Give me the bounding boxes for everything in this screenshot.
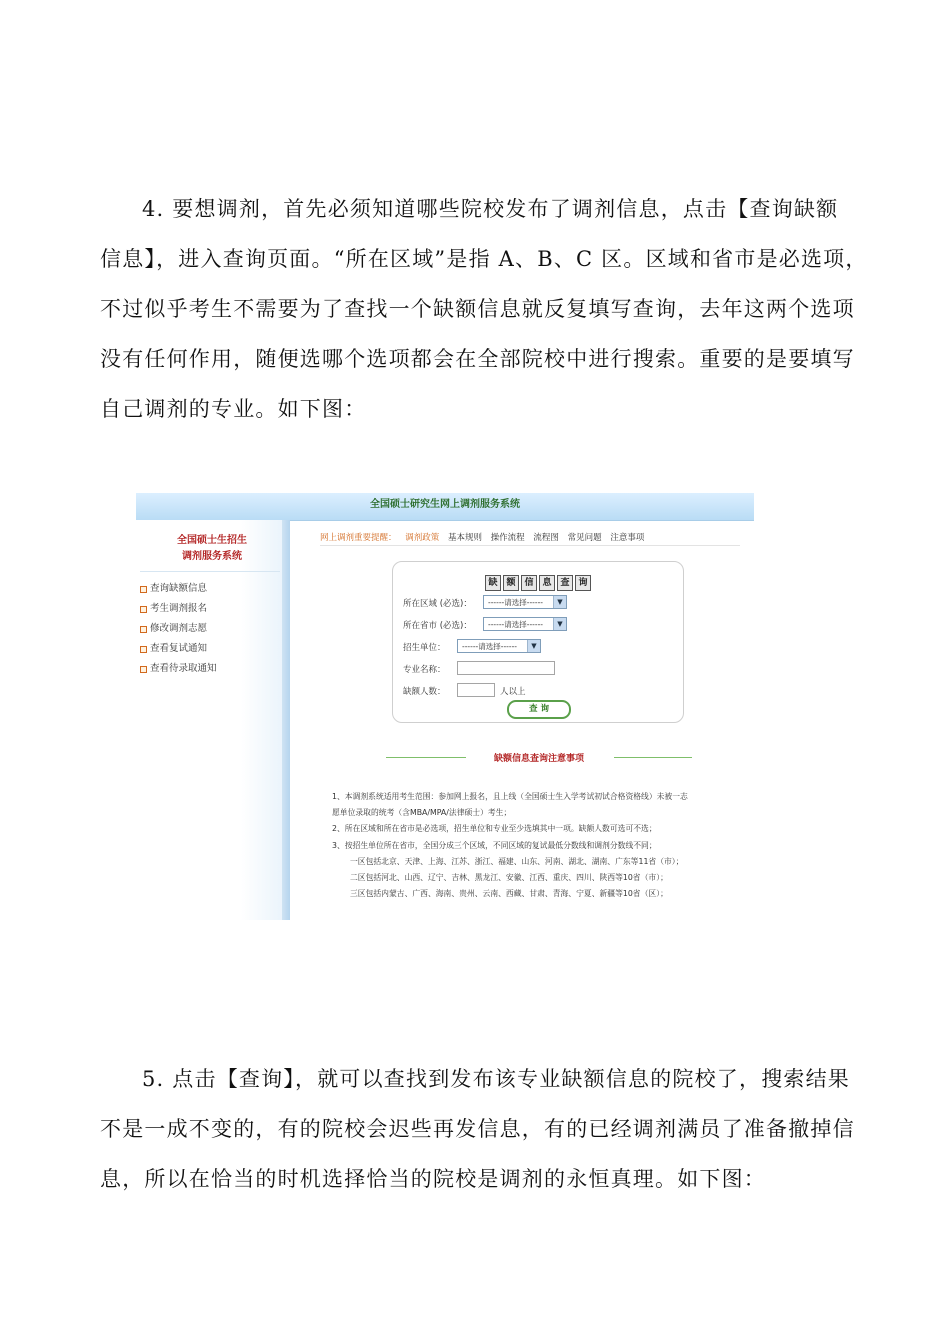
menu-item-apply[interactable]: 考生调剂报名 — [138, 599, 217, 619]
notice-item: 3、按招生单位所在省市，全国分成三个区域，不同区域的复试最低分数线和调剂分数线不同； — [332, 840, 657, 850]
province-label: 所在省市 (必选)： — [403, 621, 472, 631]
unit-label: 招生单位： — [403, 643, 446, 653]
notice-item: 愿单位录取的统考（含MBA/MPA/法律硕士）考生； — [332, 808, 512, 818]
nav-link-policy[interactable]: 调剂政策 — [405, 533, 440, 543]
title-char: 询 — [575, 575, 591, 591]
paragraph-line: 没有任何作用，随便选哪个选项都会在全部院校中进行搜索。重要的是要填写 — [100, 347, 855, 371]
query-form-title — [393, 570, 683, 591]
notice-subitem: 二区包括河北、山西、辽宁、吉林、黑龙江、安徽、江西、重庆、四川、陕西等10省（市）； — [350, 873, 668, 883]
paragraph-step-4 — [100, 184, 868, 434]
menu-item-retest-notice[interactable]: 查看复试通知 — [138, 639, 217, 659]
select-value: ------请选择------ — [488, 620, 543, 629]
notice-title: 缺额信息查询注意事项 — [493, 754, 584, 764]
chevron-down-icon: ▼ — [553, 596, 566, 608]
chevron-down-icon: ▼ — [553, 618, 566, 630]
nav-link-notes[interactable]: 注意事项 — [610, 533, 645, 543]
paragraph-line: 信息】，进入查询页面。“所在区域”是指 A、B、C 区。区域和省市是必选项， — [100, 247, 868, 271]
title-char: 额 — [503, 575, 519, 591]
paragraph-line: 4. 要想调剂，首先必须知道哪些院校发布了调剂信息，点击【查询缺额 — [142, 197, 839, 221]
nav-label: 网上调剂重要提醒： — [320, 533, 397, 543]
nav-link-process[interactable]: 操作流程 — [490, 533, 525, 543]
paragraph-line: 息，所以在恰当的时机选择恰当的院校是调剂的永恒真理。如下图： — [100, 1167, 766, 1191]
divider — [140, 571, 280, 572]
paragraph-line: 自己调剂的专业。如下图： — [100, 397, 367, 421]
nav-link-rules[interactable]: 基本规则 — [447, 533, 482, 543]
left-panel-divider — [282, 520, 290, 920]
notice-subitem: 一区包括北京、天津、上海、江苏、浙江、福建、山东、河南、湖北、湖南、广东等11省（市）； — [350, 856, 684, 866]
notice-item: 2、所在区域和所在省市是必选项，招生单位和专业至少选填其中一项。缺额人数可选可不选； — [332, 824, 657, 834]
notice-list — [332, 789, 742, 902]
query-button[interactable]: 查 询 — [507, 700, 571, 719]
title-char: 缺 — [485, 575, 501, 591]
system-brand — [150, 533, 274, 565]
notice-item: 1、本调剂系统适用考生范围：参加网上报名，且上线（全国硕士生入学考试初试合格资格线）未被一志 — [332, 792, 688, 801]
menu-item-modify[interactable]: 修改调剂志愿 — [138, 619, 217, 639]
count-input[interactable] — [457, 683, 495, 697]
system-banner: 全国硕士研究生网上调剂服务系统 — [136, 493, 754, 521]
region-select[interactable] — [483, 595, 567, 609]
title-char: 信 — [521, 575, 537, 591]
divider — [320, 545, 740, 546]
menu-item-admission-notice[interactable]: 查看待录取通知 — [138, 659, 217, 679]
paragraph-line: 不过似乎考生不需要为了查找一个缺额信息就反复填写查询，去年这两个选项 — [100, 297, 855, 321]
brand-line: 全国硕士生招生 — [177, 535, 247, 546]
paragraph-step-5 — [100, 1054, 855, 1204]
select-value: ------请选择------ — [462, 642, 517, 651]
top-nav — [320, 531, 650, 543]
paragraph-line: 不是一成不变的，有的院校会迟些再发信息，有的已经调剂满员了准备撤掉信 — [100, 1117, 855, 1141]
query-form-box — [392, 561, 684, 723]
select-value: ------请选择------ — [488, 598, 543, 607]
title-char: 息 — [539, 575, 555, 591]
notice-subitem: 三区包括内蒙古、广西、海南、贵州、云南、西藏、甘肃、青海、宁夏、新疆等10省（区）； — [350, 889, 668, 899]
major-input[interactable] — [457, 661, 555, 675]
side-menu — [138, 579, 217, 679]
province-select[interactable] — [483, 617, 567, 631]
brand-line: 调剂服务系统 — [182, 551, 242, 562]
menu-item-query-vacancy[interactable]: 查询缺额信息 — [138, 579, 217, 599]
count-suffix: 人以上 — [500, 687, 526, 697]
query-system-screenshot — [136, 493, 754, 920]
nav-link-flowchart[interactable]: 流程图 — [533, 533, 559, 543]
unit-select[interactable] — [457, 639, 541, 653]
paragraph-line: 5. 点击【查询】，就可以查找到发布该专业缺额信息的院校了，搜索结果 — [142, 1067, 851, 1091]
count-label: 缺额人数： — [403, 687, 446, 697]
title-char: 查 — [557, 575, 573, 591]
chevron-down-icon: ▼ — [527, 640, 540, 652]
major-label: 专业名称： — [403, 665, 446, 675]
nav-link-faq[interactable]: 常见问题 — [567, 533, 602, 543]
region-label: 所在区域 (必选)： — [403, 599, 472, 609]
